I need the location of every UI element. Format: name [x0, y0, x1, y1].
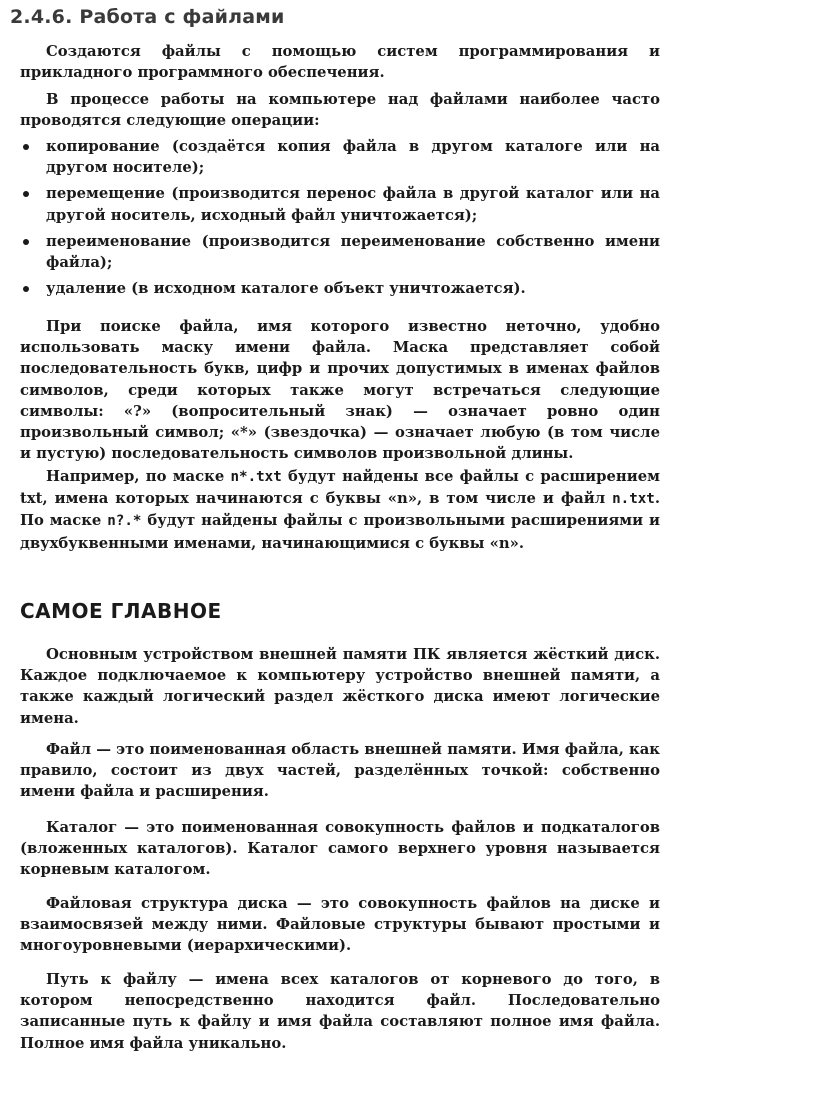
summary-paragraph-1: Основным устройством внешней памяти ПК является жёсткий диск. Каждое подключаемое к компьютеру устройство внешней памяти, а также каждый логический раздел жёсткого диска имеют логические имена.	[20, 646, 660, 727]
search-paragraph-2: Например, по маске n*.txt будут найдены все файлы с расширением txt, имена которых начинаются с буквы «n», в том числе и файл n.txt. По маске n?.* будут найдены файлы с произвольными расширениями и двухбуквенными именами, начинающимися с буквы «n».	[20, 468, 661, 552]
bullet-icon	[23, 286, 29, 292]
search-term: поиске файла	[99, 318, 234, 335]
mask-example-2: n?.*	[107, 513, 142, 530]
bullet-icon	[23, 144, 29, 150]
bullet-icon	[23, 191, 29, 197]
main-heading: САМОЕ ГЛАВНОЕ	[20, 599, 222, 623]
bullet-icon	[23, 239, 29, 245]
operations-term: операции	[231, 112, 315, 130]
summary-paragraph-3: Каталог — это поименованная совокупность файлов и подкаталогов (вложенных каталогов). Каталог самого верхнего уровня называется корневым каталогом.	[20, 819, 660, 879]
intro-paragraph-2: В процессе работы на компьютере над файлами наиболее часто проводятся следующие операции:	[20, 91, 660, 130]
summary-paragraph-5: Путь к файлу — имена всех каталогов от корневого до того, в котором непосредственно находится файл. Последовательно записанные путь к файлу и имя файла составляют полное имя файла. Полное имя файла уникально.	[20, 971, 660, 1052]
summary-paragraph-2: Файл — это поименованная область внешней памяти. Имя файла, как правило, состоит из двух частей, разделённых точкой: собственно имени файла и расширения.	[20, 741, 660, 801]
summary-paragraph-4: Файловая структура диска — это совокупность файлов на диске и взаимосвязей между ними. Файловые структуры бывают простыми и многоуровневыми (иерархическими).	[20, 895, 660, 955]
list-item: перемещение (производится перенос файла в другой каталог или на другой носитель, исходный файл уничтожается);	[20, 183, 660, 225]
operations-list	[20, 136, 660, 304]
list-item: копирование (создаётся копия файла в другом каталоге или на другом носителе);	[20, 136, 660, 178]
intro-paragraph-1: Создаются файлы с помощью систем программирования и прикладного программного обеспечения.	[20, 43, 660, 82]
list-item: переименование (производится переименование собственно имени файла);	[20, 231, 660, 273]
file-example: n.txt	[612, 491, 655, 508]
list-item: удаление (в исходном каталоге объект уничтожается).	[20, 278, 660, 299]
section-heading: 2.4.6. Работа с файлами	[10, 6, 285, 28]
search-paragraph-1: При поиске файла, имя которого известно неточно, удобно использовать маску имени файла. Маска представляет собой последовательность букв, цифр и прочих допустимых в именах файлов символов, среди которых также могут встречаться следующие символы: «?» (вопросительный знак) — означает ровно один произвольный символ; «*» (звездочка) — означает любую (в том числе и пустую) последовательность символов произвольной длины.	[20, 318, 660, 463]
mask-example-1: n*.txt	[230, 469, 282, 485]
